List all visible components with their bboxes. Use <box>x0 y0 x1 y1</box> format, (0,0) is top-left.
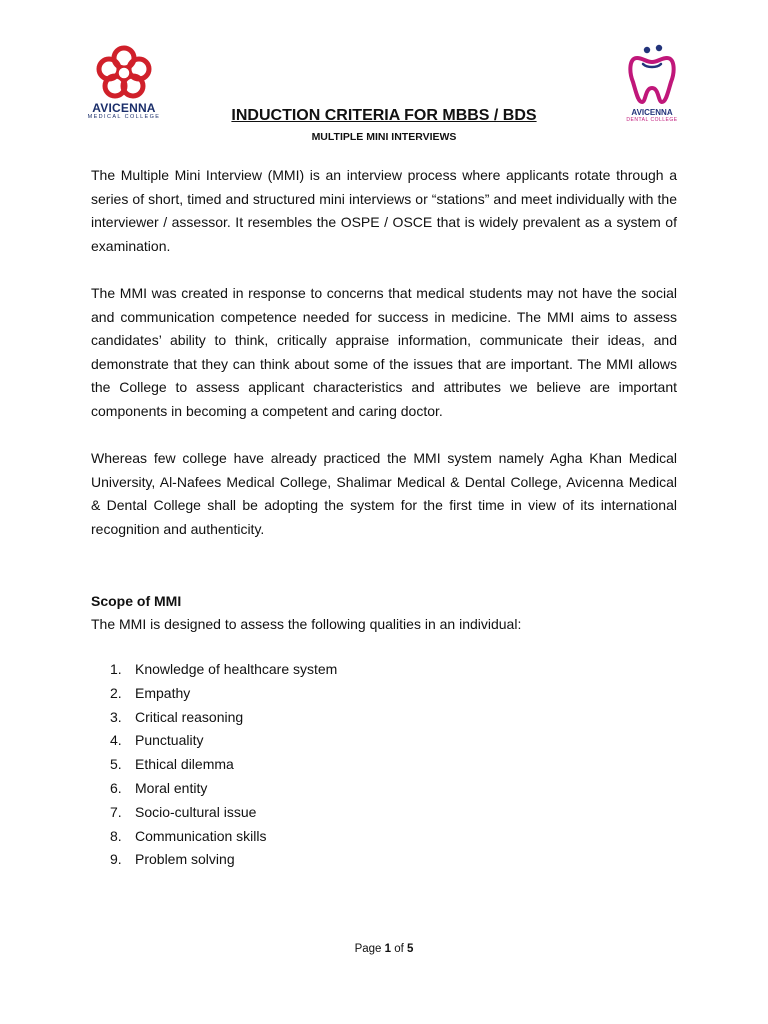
list-item <box>91 753 337 777</box>
list-item-number: 2. <box>110 684 122 701</box>
right-logo-subtitle: DENTAL COLLEGE <box>626 117 678 123</box>
right-logo-name: AVICENNA <box>631 108 673 117</box>
list-item-text: Ethical dilemma <box>135 756 234 773</box>
qualities-list <box>91 658 337 872</box>
purpose-paragraph: The MMI was created in response to concerns that medical students may not have the social and communication competence needed for success in medicine. The MMI aims to assess candidates’ ability to think, critically appraise information, communicate their ideas, and demonstrate that they can think about some of the issues that are important. The MMI allows the College to assess applicant characteristics and attributes we believe are important components in becoming a competent and caring doctor. <box>91 285 677 419</box>
list-item <box>91 658 337 682</box>
tooth-emblem-icon <box>627 44 677 106</box>
list-item <box>91 682 337 706</box>
scope-heading: Scope of MMI <box>91 593 182 609</box>
list-item-text: Critical reasoning <box>135 708 244 725</box>
list-item <box>91 801 337 825</box>
page-label: Page <box>354 943 382 955</box>
intro-paragraph: The Multiple Mini Interview (MMI) is an interview process where applicants rotate through a series of short, timed and structured mini interviews or “stations” and meet individually with the interviewer / assessor. It resembles the OSPE / OSCE that is widely prevalent as a system of examination. <box>91 167 677 254</box>
list-item-number: 3. <box>110 708 122 725</box>
list-item-text: Problem solving <box>135 851 235 868</box>
scope-intro: The MMI is designed to assess the following qualities in an individual: <box>91 616 522 632</box>
list-item-number: 1. <box>110 661 122 677</box>
adoption-paragraph: Whereas few college have already practiced the MMI system namely Agha Khan Medical University, Al-Nafees Medical College, Shalimar Medical & Dental College, Avicenna Medical & Dental College shall be adopting the system for the first time in view of its international recognition and authenticity. <box>91 450 677 537</box>
list-item <box>91 777 337 801</box>
of-label: of <box>394 943 404 955</box>
list-item <box>91 706 337 730</box>
list-item-number: 4. <box>110 732 122 749</box>
list-item-number: 9. <box>110 851 122 868</box>
list-item-text: Empathy <box>135 684 191 701</box>
list-item-text: Socio-cultural issue <box>135 803 257 820</box>
list-item-text: Punctuality <box>135 732 204 749</box>
list-item-number: 8. <box>110 827 122 844</box>
list-item-number: 5. <box>110 756 122 773</box>
list-item <box>91 729 337 753</box>
flower-emblem-icon <box>94 44 154 100</box>
list-item <box>91 848 337 872</box>
page-total: 5 <box>407 943 414 955</box>
list-item <box>91 825 337 849</box>
document-subtitle: MULTIPLE MINI INTERVIEWS <box>311 131 457 143</box>
list-item-text: Moral entity <box>135 779 208 796</box>
list-item-text: Knowledge of healthcare system <box>135 661 338 677</box>
list-item-number: 7. <box>110 803 122 820</box>
page-footer <box>0 943 768 955</box>
list-item-number: 6. <box>110 779 122 796</box>
list-item-text: Communication skills <box>135 827 267 844</box>
document-title: INDUCTION CRITERIA FOR MBBS / BDS <box>231 107 537 124</box>
left-logo-subtitle: MEDICAL COLLEGE <box>87 114 161 120</box>
page-current: 1 <box>384 943 392 955</box>
left-logo-name: AVICENNA <box>92 101 156 115</box>
